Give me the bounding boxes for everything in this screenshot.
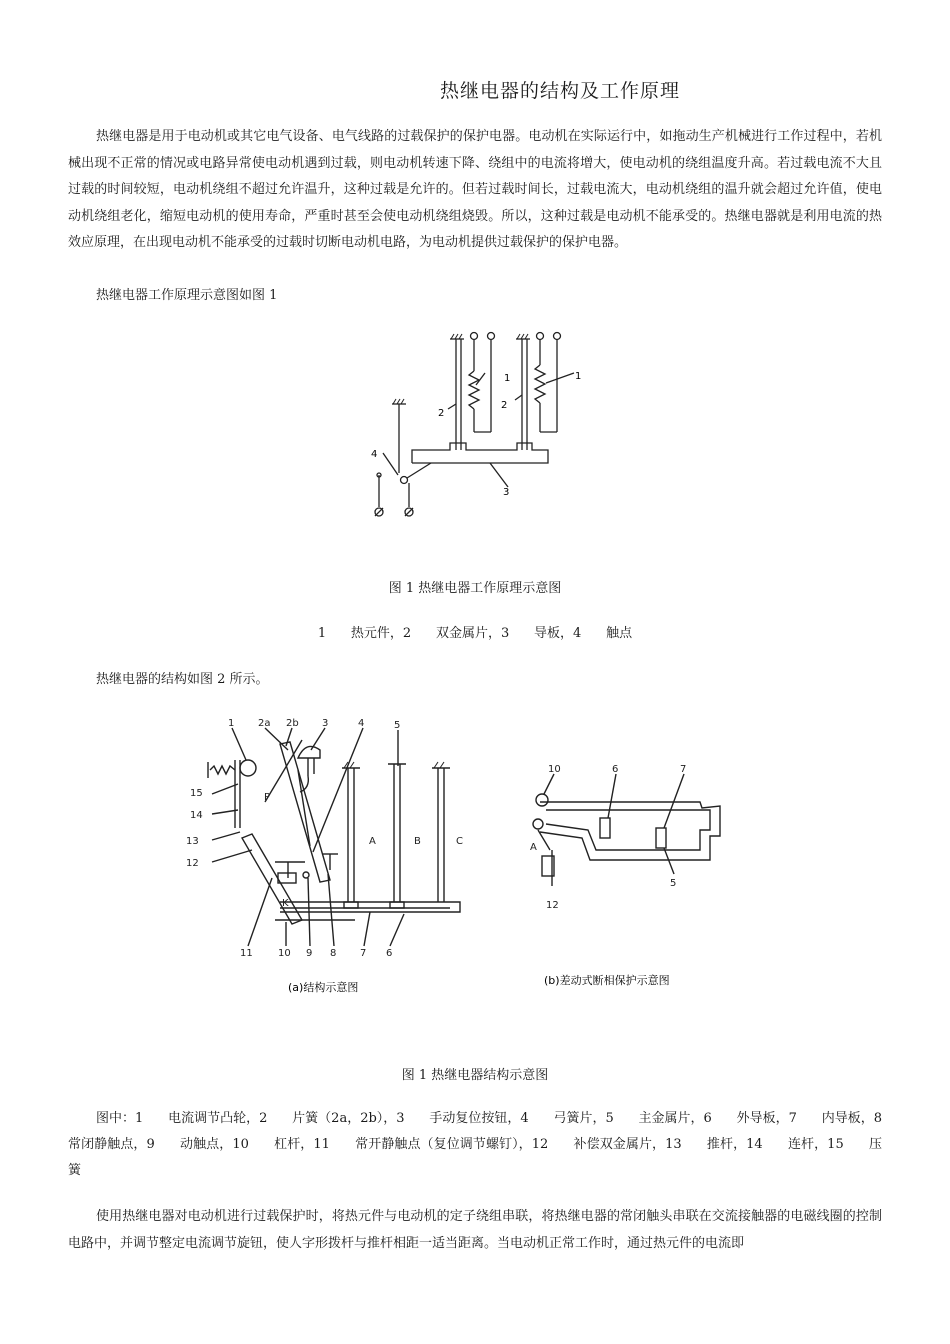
fig2-label-7: 7 bbox=[360, 948, 367, 959]
fig2-label-p: P bbox=[264, 792, 271, 803]
fig2-label-11: 11 bbox=[240, 948, 253, 959]
fig2-label-k: K bbox=[282, 898, 289, 909]
fig2-label-6: 6 bbox=[386, 948, 393, 959]
figure2-caption: 图 1 热继电器结构示意图 bbox=[401, 1068, 549, 1083]
fig2b-label-a: A bbox=[530, 842, 537, 853]
fig2b-label-7: 7 bbox=[680, 764, 687, 775]
fig1-label-4: 4 bbox=[371, 449, 378, 460]
fig2b-label: (b)差动式断相保护示意图 bbox=[544, 974, 670, 987]
fig2-label-2b: 2b bbox=[286, 718, 299, 729]
fig2-label-3: 3 bbox=[322, 718, 329, 729]
figure1-caption: 图 1 热继电器工作原理示意图 bbox=[388, 581, 562, 596]
intro-paragraph: 热继电器是用于电动机或其它电气设备、电气线路的过载保护的保护电器。电动机在实际运行中，如拖动生产机械进行工作过程中，若机械出现不正常的情况或电路异常使电动机遇到过载，则电动机转速下降、绕组中的电流将增大，使电动机的绕组温度升高。若过载电流不大且过载的时间较短，电动机绕组不超过允许温升，这种过载是允许的。但若过载时间长，过载电流大，电动机绕组的温升就会超过允许值，使电动机绕组老化，缩短电动机的使用寿命，严重时甚至会使电动机绕组烧毁。所以，这种过载是电动机不能承受的。热继电器就是利用电流的热效应原理，在出现电动机不能承受的过载时切断电动机电路，为电动机提供过载保护的保护电器。 bbox=[68, 129, 882, 250]
fig1-label-3: 3 bbox=[503, 487, 510, 498]
fig2-label-10: 10 bbox=[278, 948, 291, 959]
fig2-label-13: 13 bbox=[186, 836, 199, 847]
fig2-label-2a: 2a bbox=[258, 718, 271, 729]
document-title: 热继电器的结构及工作原理 bbox=[439, 80, 680, 102]
figure1-reference: 热继电器工作原理示意图如图 1 bbox=[96, 288, 278, 303]
fig1-label-1b: 1 bbox=[575, 371, 582, 382]
fig2a-label: (a)结构示意图 bbox=[288, 981, 359, 994]
fig2-label-15: 15 bbox=[190, 788, 203, 799]
figure2-diagram bbox=[180, 710, 740, 1010]
figure1-diagram bbox=[350, 325, 600, 530]
fig1-label-2b: 2 bbox=[501, 400, 508, 411]
figure2-legend: 图中：1 电流调节凸轮，2 片簧（2a，2b），3 手动复位按钮，4 弓簧片，5 主金属片，6 外导板，7 内导板，8 常闭静触点，9 动触点，10 杠杆，11 常开静触点（复位调节螺钉），12 补偿双金属片，13 推杆，14 连杆，15 压簧 bbox=[68, 1111, 907, 1178]
fig2-label-a: A bbox=[369, 836, 376, 847]
fig2b-label-10: 10 bbox=[548, 764, 561, 775]
usage-paragraph: 使用热继电器对电动机进行过载保护时，将热元件与电动机的定子绕组串联，将热继电器的常闭触头串联在交流接触器的电磁线圈的控制电路中，并调节整定电流调节旋钮，使人字形拨杆与推杆相距一适当距离。当电动机正常工作时，通过热元件的电流即 bbox=[68, 1209, 882, 1251]
fig2-label-4: 4 bbox=[358, 718, 365, 729]
fig2-label-9: 9 bbox=[306, 948, 313, 959]
fig2-label-8: 8 bbox=[330, 948, 337, 959]
fig2b-label-5: 5 bbox=[670, 878, 677, 889]
fig2b-label-12: 12 bbox=[546, 900, 559, 911]
fig2-label-12: 12 bbox=[186, 858, 199, 869]
fig2-label-c: C bbox=[456, 836, 463, 847]
fig2-label-b: B bbox=[414, 836, 421, 847]
fig1-label-1a: 1 bbox=[504, 373, 511, 384]
fig2-label-14: 14 bbox=[190, 810, 203, 821]
fig2b-label-6: 6 bbox=[612, 764, 619, 775]
fig2-label-1: 1 bbox=[228, 718, 235, 729]
figure1-legend: 1 热元件，2 双金属片，3 导板，4 触点 bbox=[317, 626, 633, 641]
figure2-reference: 热继电器的结构如图 2 所示。 bbox=[96, 672, 269, 687]
fig2-label-5: 5 bbox=[394, 720, 401, 731]
fig1-label-2a: 2 bbox=[438, 408, 445, 419]
